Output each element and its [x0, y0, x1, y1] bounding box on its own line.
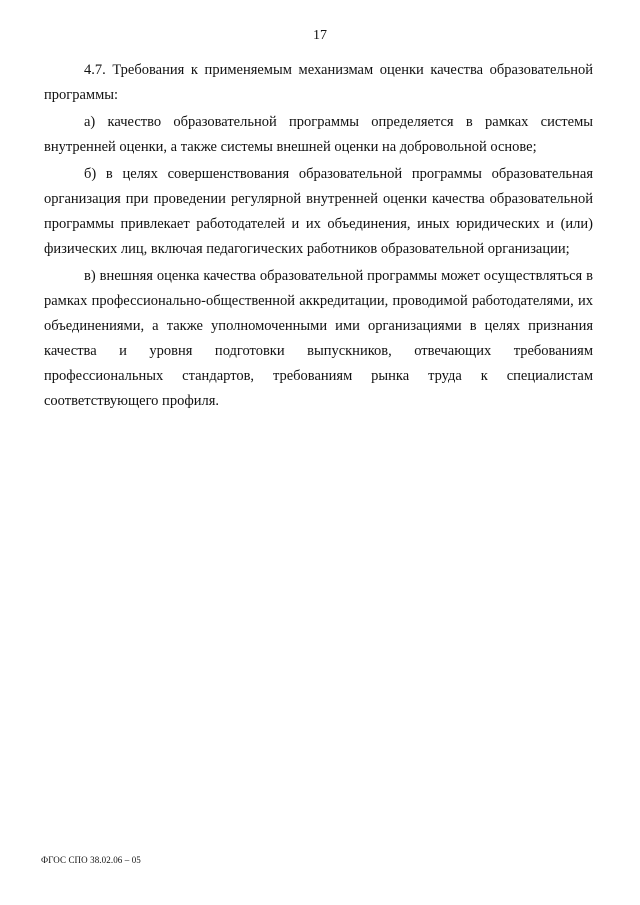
- paragraph-item-b: б) в целях совершенствования образовательной программы образовательная организация при проведении регулярной внутренней оценки качества образовательной программы привлекает работодателей и их объединения, иных юридических и (или) физических лиц, включая педагогических работников образовательной организации;: [44, 166, 593, 257]
- paragraph-item-a: а) качество образовательной программы определяется в рамках системы внутренней оценки, а также системы внешней оценки на добровольной основе;: [44, 114, 593, 155]
- paragraph-item-v: в) внешняя оценка качества образовательной программы может осуществляться в рамках профессионально-общественной аккредитации, проводимой работодателями, их объединениями, а также уполномоченными ими организациями в целях признания качества и уровня подготовки выпускников, отвечающих требованиям профессиональных стандартов, требованиям рынка труда к специалистам соответствующего профиля.: [44, 268, 593, 409]
- document-body: [44, 58, 593, 416]
- paragraph-section-4-7: 4.7. Требования к применяемым механизмам оценки качества образовательной программы:: [44, 62, 593, 103]
- page-number: 17: [313, 28, 327, 43]
- footer-standard-code: ФГОС СПО 38.02.06 – 05: [41, 855, 141, 865]
